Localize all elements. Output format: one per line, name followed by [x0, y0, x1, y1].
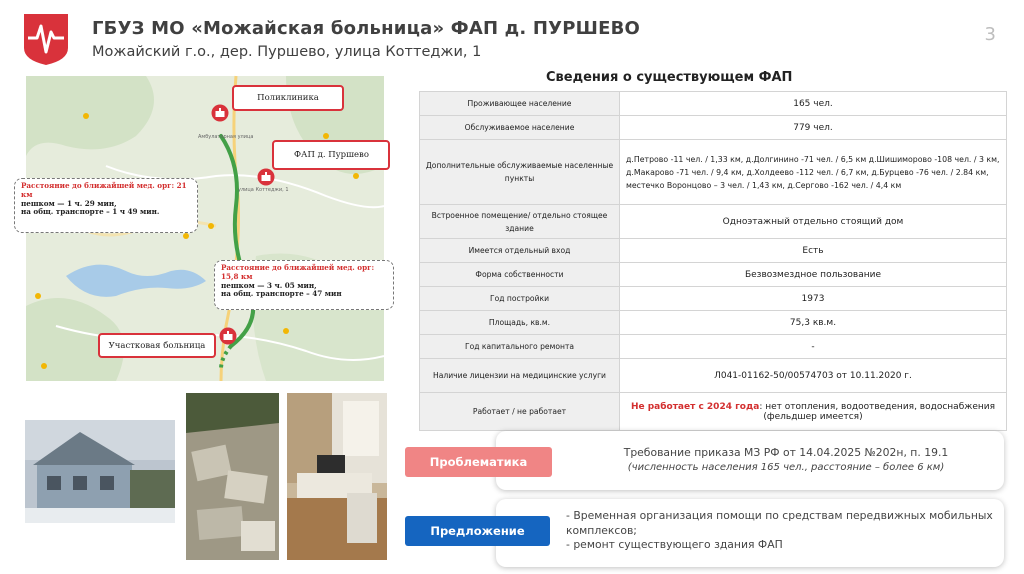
- table-row: [420, 263, 1007, 287]
- row-value: -: [620, 335, 1007, 359]
- table-row: [420, 311, 1007, 335]
- problem-description: [570, 445, 1002, 475]
- row-key: Наличие лицензии на медицинские услуги: [420, 359, 620, 393]
- table-row: [420, 116, 1007, 140]
- proposal-button[interactable]: Предложение: [405, 516, 550, 546]
- row-value: д.Петрово -11 чел. / 1,33 км, д.Долгинино -71 чел. / 6,5 км д.Шишиморово -108 чел. / 3 км, д.Макарово -71 чел. / 9,4 км, д.Холдеево -112 чел. / 6,7 км, д.Бурцево -76 чел. / 2.84 км, местечко Воронцово – 3 чел. / 1,43 км, д.Сергово -162 чел. / 4,4 км: [620, 140, 1007, 205]
- row-key: Встроенное помещение/ отдельно стоящее здание: [420, 205, 620, 239]
- table-title: Сведения о существующем ФАП: [546, 70, 793, 85]
- hospital-pin-icon[interactable]: [210, 104, 230, 122]
- row-value: Л041-01162-50/00574703 от 10.11.2020 г.: [620, 359, 1007, 393]
- table-row: [420, 359, 1007, 393]
- row-value: Одноэтажный отдельно стоящий дом: [620, 205, 1007, 239]
- problem-line-1: Требование приказа МЗ РФ от 14.04.2025 №202н, п. 19.1: [623, 446, 949, 459]
- proposal-item: - Временная организация помощи по средствам передвижных мобильных комплексов;: [566, 509, 993, 537]
- page-number: 3: [984, 24, 996, 45]
- fap-label[interactable]: ФАП д. Пуршево: [272, 140, 390, 170]
- problem-button[interactable]: Проблематика: [405, 447, 552, 477]
- table-row: [420, 287, 1007, 311]
- fap-pin-icon[interactable]: [256, 168, 276, 186]
- proposal-item: - ремонт существующего здания ФАП: [566, 538, 783, 551]
- map-place-ambulatory: Амбулаторная улица: [198, 134, 254, 140]
- distance-nearest-transport: на общ. транспорте – 1 ч 49 мин.: [21, 207, 160, 217]
- page-subtitle: Можайский г.о., дер. Пуршево, улица Коттеджи, 1: [92, 44, 482, 60]
- distance-nearest-heading: Расстояние до ближайшей мед. орг: 21 км: [21, 181, 187, 199]
- table-row: [420, 205, 1007, 239]
- status-detail-text: : нет отопления, водоотведения, водоснабжения (фельдшер имеется): [759, 401, 996, 422]
- table-row: [420, 393, 1007, 431]
- row-key: Год капитального ремонта: [420, 335, 620, 359]
- distance-second-heading: Расстояние до ближайшей мед. орг: 15,8 км: [221, 263, 375, 281]
- distance-nearest-walk: пешком — 1 ч. 29 мин,: [21, 198, 117, 208]
- photo-damaged-interior: [186, 393, 279, 560]
- distance-second-walk: пешком — 3 ч. 05 мин,: [221, 280, 317, 290]
- distance-nearest-box: [14, 178, 198, 233]
- heartbeat-shield-icon: [22, 12, 70, 66]
- row-key: Площадь, кв.м.: [420, 311, 620, 335]
- distance-second-transport: на общ. транспорте – 47 мин: [221, 289, 342, 299]
- map-place-cottages: улица Коттеджи, 1: [238, 187, 289, 193]
- fap-info-table: [419, 91, 1007, 431]
- row-key: Работает / не работает: [420, 393, 620, 431]
- row-value: [620, 393, 1007, 431]
- row-value: 75,3 кв.м.: [620, 311, 1007, 335]
- row-value: 779 чел.: [620, 116, 1007, 140]
- photo-building-exterior: [25, 420, 175, 523]
- table-row: [420, 140, 1007, 205]
- district-hospital-label[interactable]: Участковая больница: [98, 333, 216, 358]
- row-value: 165 чел.: [620, 92, 1007, 116]
- photo-office-interior: [287, 393, 387, 560]
- row-key: Форма собственности: [420, 263, 620, 287]
- row-key: Дополнительные обслуживаемые населенные пункты: [420, 140, 620, 205]
- distance-second-box: [214, 260, 394, 310]
- status-red-text: Не работает с 2024 года: [630, 401, 760, 412]
- location-map[interactable]: [21, 76, 384, 381]
- proposal-list: [566, 509, 996, 553]
- hospital-pin-icon[interactable]: [218, 327, 238, 345]
- row-key: Обслуживаемое население: [420, 116, 620, 140]
- row-value: Безвозмездное пользование: [620, 263, 1007, 287]
- row-value: 1973: [620, 287, 1007, 311]
- problem-line-2: (численность населения 165 чел., расстояние – более 6 км): [627, 462, 945, 473]
- table-row: [420, 335, 1007, 359]
- page-title: ГБУЗ МО «Можайская больница» ФАП д. ПУРШЕВО: [92, 18, 641, 39]
- row-value: Есть: [620, 239, 1007, 263]
- table-row: [420, 92, 1007, 116]
- row-key: Проживающее население: [420, 92, 620, 116]
- polyclinic-label[interactable]: Поликлиника: [232, 85, 344, 111]
- row-key: Год постройки: [420, 287, 620, 311]
- table-row: [420, 239, 1007, 263]
- row-key: Имеется отдельный вход: [420, 239, 620, 263]
